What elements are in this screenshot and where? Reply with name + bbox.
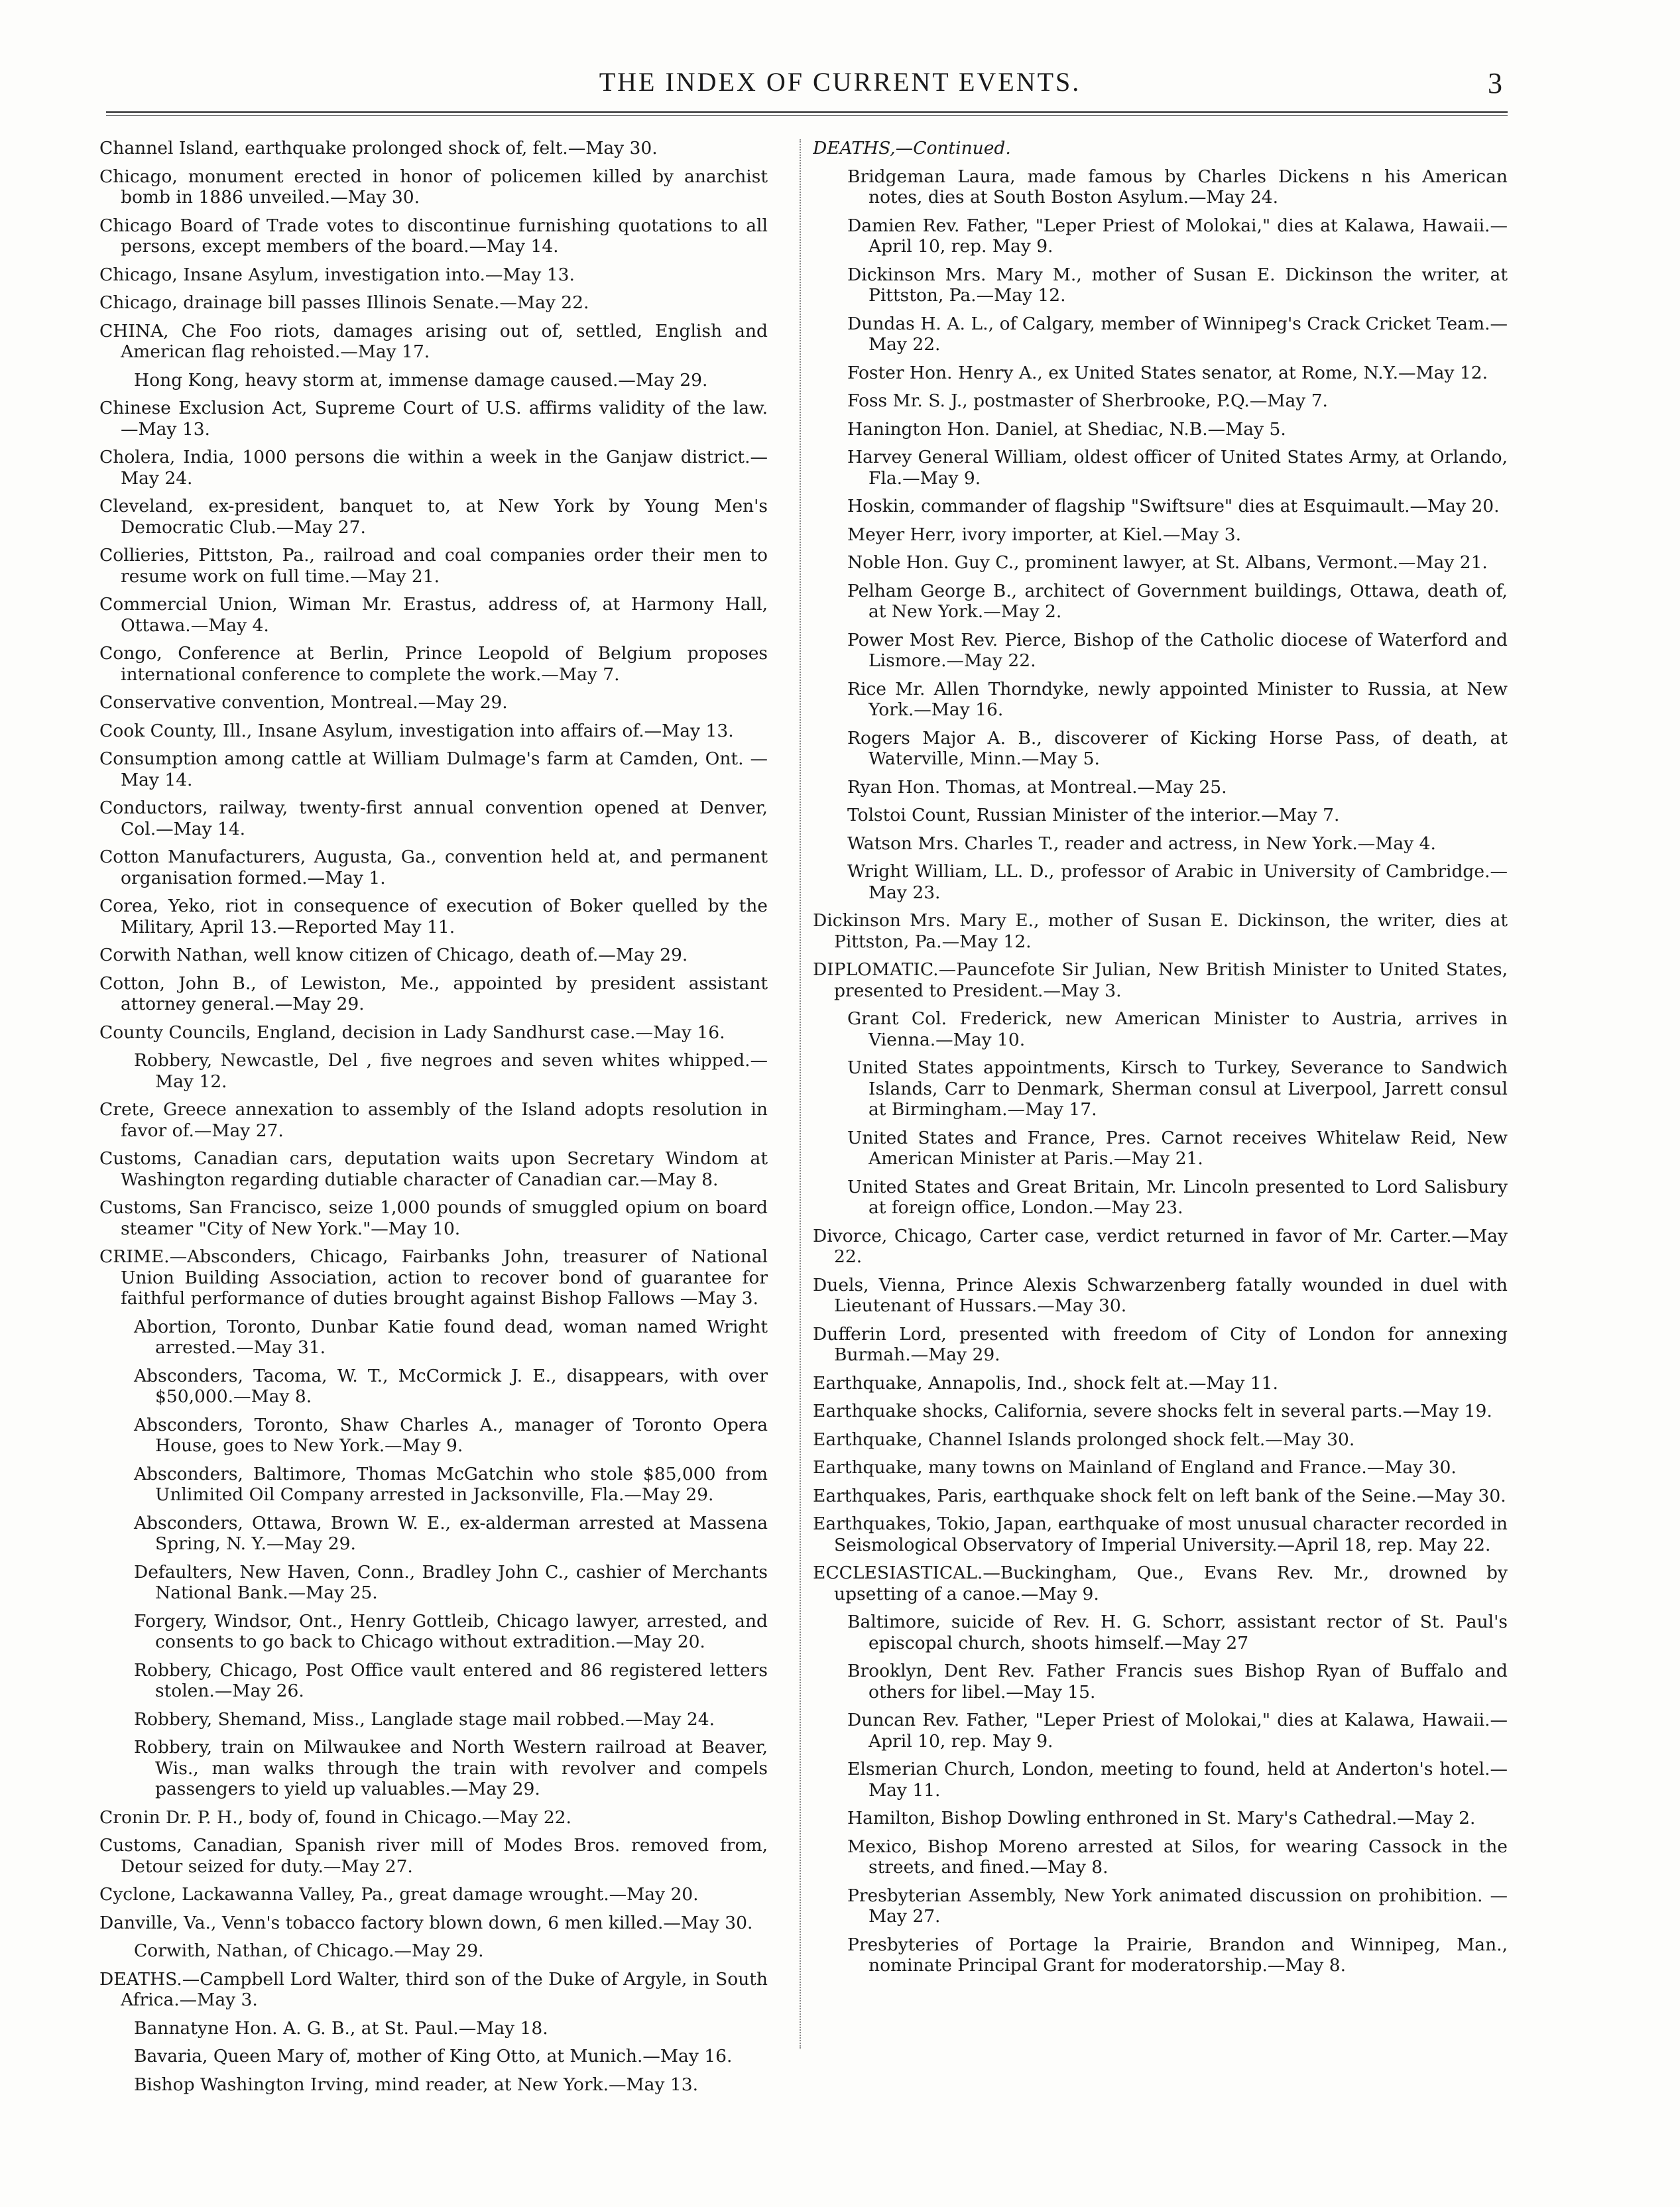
index-entry: Conservative convention, Montreal.—May 29. <box>99 692 508 713</box>
index-subentry: United States and France, Pres. Carnot receives Whitelaw Reid, New American Minister at Paris.—May 21. <box>847 1127 1508 1169</box>
right-column <box>813 138 1508 2153</box>
index-subentry: Hoskin, commander of flagship "Swiftsure" dies at Esquimault.—May 20. <box>847 496 1500 516</box>
index-entry: Conductors, railway, twenty-first annual convention opened at Denver, Col.—May 14. <box>99 798 768 839</box>
index-subentry: Corwith, Nathan, of Chicago.—May 29. <box>134 1940 484 1961</box>
index-entry: Chicago, drainage bill passes Illinois Senate.—May 22. <box>99 292 589 313</box>
index-subentry: Bavaria, Queen Mary of, mother of King Otto, at Munich.—May 16. <box>134 2046 733 2066</box>
index-entry: Earthquake, many towns on Mainland of England and France.—May 30. <box>813 1457 1457 1478</box>
index-subentry: Damien Rev. Father, "Leper Priest of Molokai," dies at Kalawa, Hawaii.—April 10, rep. May 9. <box>847 215 1508 257</box>
index-subentry: Baltimore, suicide of Rev. H. G. Schorr, assistant rector of St. Paul's episcopal church, shoots himself.—May 27 <box>847 1612 1508 1653</box>
index-entry: Customs, San Francisco, seize 1,000 pounds of smuggled opium on board steamer "City of New York."—May 10. <box>99 1197 768 1239</box>
column-divider <box>800 139 801 2049</box>
index-entry: DEATHS.—Campbell Lord Walter, third son of the Duke of Argyle, in South Africa.—May 3. <box>99 1968 768 2010</box>
index-subentry: Absconders, Tacoma, W. T., McCormick J. E., disappears, with over $50,000.—May 8. <box>134 1365 768 1407</box>
index-subentry: Harvey General William, oldest officer of United States Army, at Orlando, Fla.—May 9. <box>847 447 1508 489</box>
index-subentry: Foster Hon. Henry A., ex United States senator, at Rome, N.Y.—May 12. <box>847 362 1488 383</box>
index-subentry: Hamilton, Bishop Dowling enthroned in St. Mary's Cathedral.—May 2. <box>847 1808 1476 1828</box>
index-subentry: Absconders, Baltimore, Thomas McGatchin who stole $85,000 from Unlimited Oil Company arrested in Jacksonville, Fla.—May 29. <box>134 1463 768 1505</box>
index-entry: Collieries, Pittston, Pa., railroad and coal companies order their men to resume work on full time.—May 21. <box>99 545 768 587</box>
index-subentry: Defaulters, New Haven, Conn., Bradley John C., cashier of Merchants National Bank.—May 25. <box>134 1561 768 1603</box>
index-subentry: Dickinson Mrs. Mary M., mother of Susan E. Dickinson the writer, at Pittston, Pa.—May 12. <box>847 264 1508 306</box>
index-entry: Cholera, India, 1000 persons die within a week in the Ganjaw district.—May 24. <box>99 447 768 489</box>
index-entry: Earthquake, Channel Islands prolonged shock felt.—May 30. <box>813 1429 1355 1450</box>
index-entry: Consumption among cattle at William Dulmage's farm at Camden, Ont. —May 14. <box>99 748 768 790</box>
index-entry: County Councils, England, decision in Lady Sandhurst case.—May 16. <box>99 1022 725 1043</box>
index-subentry: Presbyterian Assembly, New York animated discussion on prohibition. —May 27. <box>847 1885 1508 1927</box>
index-entry: DIPLOMATIC.—Pauncefote Sir Julian, New British Minister to United States, presented to President.—May 3. <box>813 959 1508 1001</box>
index-subentry: Elsmerian Church, London, meeting to found, held at Anderton's hotel.—May 11. <box>847 1759 1508 1801</box>
index-entry: Dufferin Lord, presented with freedom of City of London for annexing Burmah.—May 29. <box>813 1323 1508 1365</box>
index-subentry: Rogers Major A. B., discoverer of Kicking Horse Pass, of death, at Waterville, Minn.—May 5. <box>847 727 1508 769</box>
index-subentry: Ryan Hon. Thomas, at Montreal.—May 25. <box>847 776 1227 798</box>
index-entry: Crete, Greece annexation to assembly of the Island adopts resolution in favor of.—May 27. <box>99 1099 768 1141</box>
index-entry: Earthquakes, Paris, earthquake shock felt on left bank of the Seine.—May 30. <box>813 1485 1506 1506</box>
index-entry: Chicago, Insane Asylum, investigation into.—May 13. <box>99 264 575 285</box>
index-entry: Divorce, Chicago, Carter case, verdict returned in favor of Mr. Carter.—May 22. <box>813 1225 1508 1267</box>
index-entry: Commercial Union, Wiman Mr. Erastus, address of, at Harmony Hall, Ottawa.—May 4. <box>99 594 768 636</box>
index-entry: CRIME.—Absconders, Chicago, Fairbanks John, treasurer of National Union Building Association, action to recover bond of guarantee for faithful performance of duties brought against Bishop Fallows —May 3. <box>99 1246 768 1309</box>
index-subentry: Foss Mr. S. J., postmaster of Sherbrooke, P.Q.—May 7. <box>847 390 1328 411</box>
index-entry: DEATHS,—Continued. <box>813 138 1011 158</box>
index-entry: ECCLESIASTICAL.—Buckingham, Que., Evans Rev. Mr., drowned by upsetting of a canoe.—May 9. <box>813 1563 1508 1604</box>
index-entry: Dickinson Mrs. Mary E., mother of Susan E. Dickinson, the writer, dies at Pittston, Pa.—May 12. <box>813 910 1508 952</box>
index-entry: Cyclone, Lackawanna Valley, Pa., great damage wrought.—May 20. <box>99 1884 699 1905</box>
index-subentry: Tolstoi Count, Russian Minister of the interior.—May 7. <box>847 805 1340 825</box>
index-entry: Chinese Exclusion Act, Supreme Court of U.S. affirms validity of the law. —May 13. <box>99 398 768 440</box>
index-entry: Customs, Canadian cars, deputation waits upon Secretary Windom at Washington regarding dutiable character of Canadian car.—May 8. <box>99 1148 768 1190</box>
index-entry: Channel Island, earthquake prolonged shock of, felt.—May 30. <box>99 138 658 158</box>
page-title: THE INDEX OF CURRENT EVENTS. <box>599 67 1081 97</box>
index-subentry: Rice Mr. Allen Thorndyke, newly appointed Minister to Russia, at New York.—May 16. <box>847 678 1508 720</box>
index-subentry: Noble Hon. Guy C., prominent lawyer, at St. Albans, Vermont.—May 21. <box>847 552 1488 573</box>
index-entry: Cronin Dr. P. H., body of, found in Chicago.—May 22. <box>99 1807 571 1828</box>
index-subentry: Absconders, Ottawa, Brown W. E., ex-alderman arrested at Massena Spring, N. Y.—May 29. <box>134 1512 768 1554</box>
index-subentry: Bishop Washington Irving, mind reader, at New York.—May 13. <box>134 2074 698 2095</box>
index-subentry: Robbery, train on Milwaukee and North Western railroad at Beaver, Wis., man walks through the train with revolver and compels passengers to yield up valuables.—May 29. <box>134 1737 768 1799</box>
index-entry: Chicago Board of Trade votes to discontinue furnishing quotations to all persons, except members of the board.—May 14. <box>99 215 768 257</box>
index-entry: Earthquakes, Tokio, Japan, earthquake of most unusual character recorded in Seismological Observatory of Imperial University.—April 18, rep. May 22. <box>813 1514 1508 1555</box>
index-subentry: Robbery, Shemand, Miss., Langlade stage mail robbed.—May 24. <box>134 1708 715 1730</box>
index-subentry: Absconders, Toronto, Shaw Charles A., manager of Toronto Opera House, goes to New York.—May 9. <box>134 1414 768 1456</box>
index-subentry: Power Most Rev. Pierce, Bishop of the Catholic diocese of Waterford and Lismore.—May 22. <box>847 629 1508 671</box>
index-entry: Corea, Yeko, riot in consequence of execution of Boker quelled by the Military, April 13.—Reported May 11. <box>99 896 768 937</box>
index-entry: Earthquake shocks, California, severe shocks felt in several parts.—May 19. <box>813 1401 1492 1421</box>
index-subentry: Wright William, LL. D., professor of Arabic in University of Cambridge.—May 23. <box>847 861 1508 903</box>
index-subentry: Mexico, Bishop Moreno arrested at Silos, for wearing Cassock in the streets, and fined.—May 8. <box>847 1836 1508 1878</box>
index-subentry: Grant Col. Frederick, new American Minister to Austria, arrives in Vienna.—May 10. <box>847 1008 1508 1050</box>
index-subentry: Brooklyn, Dent Rev. Father Francis sues Bishop Ryan of Buffalo and others for libel.—May 15. <box>847 1661 1508 1702</box>
index-entry: Cleveland, ex-president, banquet to, at New York by Young Men's Democratic Club.—May 27. <box>99 496 768 538</box>
index-entry: Cook County, Ill., Insane Asylum, investigation into affairs of.—May 13. <box>99 720 734 741</box>
index-entry: Duels, Vienna, Prince Alexis Schwarzenberg fatally wounded in duel with Lieutenant of Hussars.—May 30. <box>813 1274 1508 1316</box>
index-entry: Cotton Manufacturers, Augusta, Ga., convention held at, and permanent organisation formed.—May 1. <box>99 847 768 888</box>
index-subentry: United States and Great Britain, Mr. Lincoln presented to Lord Salisbury at foreign office, London.—May 23. <box>847 1176 1508 1218</box>
index-subentry: Bridgeman Laura, made famous by Charles Dickens n his American notes, dies at South Boston Asylum.—May 24. <box>847 166 1508 208</box>
index-subentry: Robbery, Newcastle, Del , five negroes and seven whites whipped.—May 12. <box>134 1050 768 1092</box>
index-entry: Earthquake, Annapolis, Ind., shock felt at.—May 11. <box>813 1372 1278 1394</box>
header-rule-secondary <box>106 115 1508 116</box>
index-entry: Danville, Va., Venn's tobacco factory blown down, 6 men killed.—May 30. <box>99 1912 753 1933</box>
index-entry: Customs, Canadian, Spanish river mill of Modes Bros. removed from, Detour seized for duty.—May 27. <box>99 1835 768 1877</box>
index-subentry: Meyer Herr, ivory importer, at Kiel.—May 3. <box>847 524 1242 545</box>
left-column <box>99 138 768 2153</box>
index-subentry: Presbyteries of Portage la Prairie, Brandon and Winnipeg, Man., nominate Principal Grant for moderatorship.—May 8. <box>847 1934 1508 1976</box>
page-number: 3 <box>1488 67 1502 99</box>
index-subentry: Pelham George B., architect of Government buildings, Ottawa, death of, at New York.—May 2. <box>847 580 1508 622</box>
index-entry: Corwith Nathan, well know citizen of Chicago, death of.—May 29. <box>99 945 688 965</box>
index-entry: Cotton, John B., of Lewiston, Me., appointed by president assistant attorney general.—May 29. <box>99 973 768 1014</box>
index-entry: Chicago, monument erected in honor of policemen killed by anarchist bomb in 1886 unveiled.—May 30. <box>99 166 768 208</box>
index-subentry: Hong Kong, heavy storm at, immense damage caused.—May 29. <box>134 369 708 390</box>
index-subentry: Forgery, Windsor, Ont., Henry Gottleib, Chicago lawyer, arrested, and consents to go back to Chicago without extradition.—May 20. <box>134 1610 768 1652</box>
index-subentry: Hanington Hon. Daniel, at Shediac, N.B.—May 5. <box>847 418 1286 440</box>
index-subentry: Dundas H. A. L., of Calgary, member of Winnipeg's Crack Cricket Team.—May 22. <box>847 313 1508 355</box>
index-subentry: United States appointments, Kirsch to Turkey, Severance to Sandwich Islands, Carr to Denmark, Sherman consul at Liverpool, Jarrett consul at Birmingham.—May 17. <box>847 1057 1508 1120</box>
index-entry: Congo, Conference at Berlin, Prince Leopold of Belgium proposes international conference to complete the work.—May 7. <box>99 643 768 685</box>
index-subentry: Watson Mrs. Charles T., reader and actress, in New York.—May 4. <box>847 833 1436 854</box>
index-subentry: Duncan Rev. Father, "Leper Priest of Molokai," dies at Kalawa, Hawaii.—April 10, rep. May 9. <box>847 1710 1508 1752</box>
header-rule <box>106 111 1508 113</box>
index-subentry: Abortion, Toronto, Dunbar Katie found dead, woman named Wright arrested.—May 31. <box>134 1316 768 1358</box>
index-subentry: Robbery, Chicago, Post Office vault entered and 86 registered letters stolen.—May 26. <box>134 1659 768 1701</box>
index-entry: CHINA, Che Foo riots, damages arising out of, settled, English and American flag rehoisted.—May 17. <box>99 320 768 362</box>
index-subentry: Bannatyne Hon. A. G. B., at St. Paul.—May 18. <box>134 2017 548 2039</box>
